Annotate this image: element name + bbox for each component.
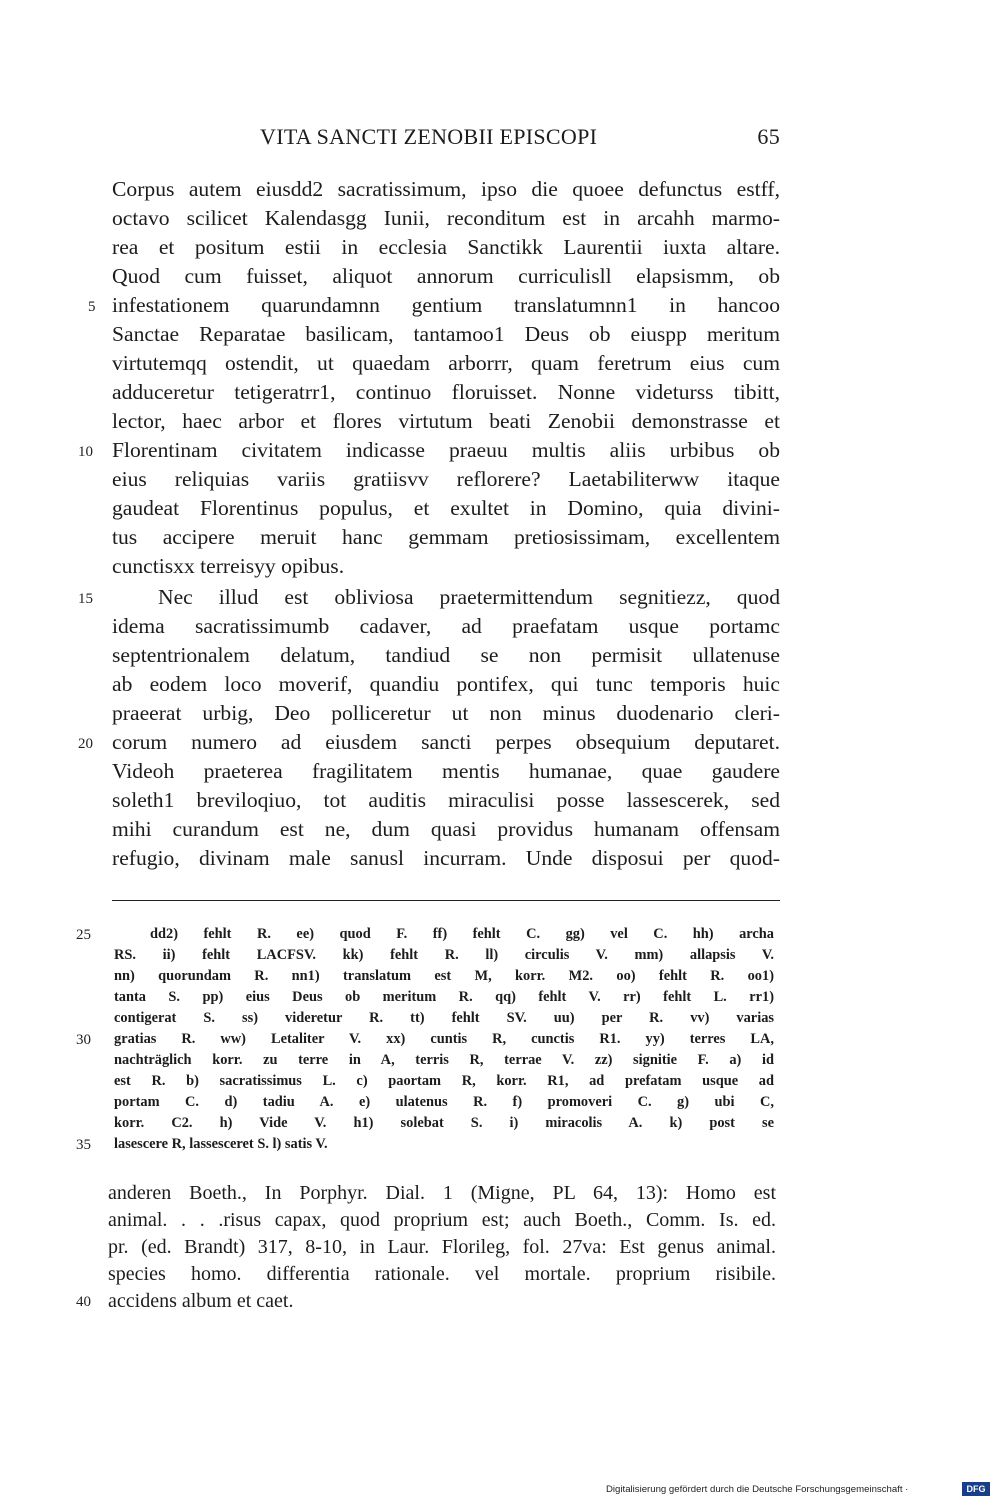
main-line: Florentinam civitatem indicasse praeuu multis aliis urbibus ob <box>112 438 780 462</box>
commentary-line: species homo. differentia rationale. vel mortale. proprium risibile. <box>108 1263 776 1285</box>
main-line: soleth1 breviloqiuo, tot auditis miraculisi posse lassescerek, sed <box>112 788 780 812</box>
running-header <box>110 124 780 152</box>
line-number: 30 <box>76 1032 91 1048</box>
commentary-line: accidens album et caet. <box>108 1290 294 1312</box>
footnote-line: est R. b) sacratissimus L. c) paortam R, korr. R1, ad prefatam usque ad <box>114 1073 774 1089</box>
header-title: VITA SANCTI ZENOBII EPISCOPI <box>260 124 598 149</box>
line-number: 5 <box>88 299 96 315</box>
main-line: octavo scilicet Kalendasgg Iunii, reconditum est in arcahh marmo- <box>112 206 780 230</box>
main-line: virtutemqq ostendit, ut quaedam arborrr, quam feretrum eius cum <box>112 351 780 375</box>
main-line: tus accipere meruit hanc gemmam pretiosissimam, excellentem <box>112 525 780 549</box>
main-line: praeerat urbig, Deo polliceretur ut non minus duodenario cleri- <box>112 701 780 725</box>
main-line: adduceretur tetigeratrr1, continuo floruisset. Nonne videturss tibitt, <box>112 380 780 404</box>
main-line: eius reliquias variis gratiisvv reflorere? Laetabiliterww itaque <box>112 467 780 491</box>
commentary-line: animal. . . .risus capax, quod proprium est; auch Boeth., Comm. Is. ed. <box>108 1209 776 1231</box>
footnote-line: tanta S. pp) eius Deus ob meritum R. qq) fehlt V. rr) fehlt L. rr1) <box>114 989 774 1005</box>
main-line: cunctisxx terreisyy opibus. <box>112 554 345 578</box>
commentary-line: pr. (ed. Brandt) 317, 8-10, in Laur. Florileg, fol. 27va: Est genus animal. <box>108 1236 776 1258</box>
line-number: 20 <box>78 736 93 752</box>
main-line: Sanctae Reparatae basilicam, tantamoo1 Deus ob eiuspp meritum <box>112 322 780 346</box>
footnote-line: dd2) fehlt R. ee) quod F. ff) fehlt C. gg) vel C. hh) archa <box>150 926 774 942</box>
line-number: 10 <box>78 444 93 460</box>
main-line: septentrionalem delatum, tandiud se non permisit ullatenuse <box>112 643 780 667</box>
line-number: 40 <box>76 1294 91 1310</box>
commentary-line: anderen Boeth., In Porphyr. Dial. 1 (Migne, PL 64, 13): Homo est <box>108 1182 776 1204</box>
line-number: 15 <box>78 591 93 607</box>
main-line: Videoh praeterea fragilitatem mentis humanae, quae gaudere <box>112 759 780 783</box>
main-line: lector, haec arbor et flores virtutum beati Zenobii demonstrasse et <box>112 409 780 433</box>
footnote-line: lasescere R, lassesceret S. l) satis V. <box>114 1136 328 1152</box>
footnote-line: RS. ii) fehlt LACFSV. kk) fehlt R. ll) circulis V. mm) allapsis V. <box>114 947 774 963</box>
page-number: 65 <box>757 124 780 149</box>
dfg-logo: DFG <box>962 1482 990 1496</box>
main-line: rea et positum estii in ecclesia Sanctikk Laurentii iuxta altare. <box>112 235 780 259</box>
main-line: Corpus autem eiusdd2 sacratissimum, ipso die quoee defunctus estff, <box>112 177 780 201</box>
footnote-line: nn) quorundam R. nn1) translatum est M, korr. M2. oo) fehlt R. oo1) <box>114 968 774 984</box>
footnote-divider <box>112 900 780 901</box>
footnote-line: gratias R. ww) Letaliter V. xx) cuntis R, cunctis R1. yy) terres LA, <box>114 1031 774 1047</box>
line-number: 25 <box>76 927 91 943</box>
main-line: infestationem quarundamnn gentium translatumnn1 in hancoo <box>112 293 780 317</box>
digitization-credit: Digitalisierung gefördert durch die Deutsche Forschungsgemeinschaft · <box>606 1484 909 1495</box>
main-line: Nec illud est obliviosa praetermittendum segnitiezz, quod <box>158 585 780 609</box>
footnote-line: nachträglich korr. zu terre in A, terris R, terrae V. zz) signitie F. a) id <box>114 1052 774 1068</box>
main-line: mihi curandum est ne, dum quasi providus humanam offensam <box>112 817 780 841</box>
main-line: corum numero ad eiusdem sancti perpes obsequium deputaret. <box>112 730 780 754</box>
line-number: 35 <box>76 1137 91 1153</box>
main-line: Quod cum fuisset, aliquot annorum curriculisll elapsismm, ob <box>112 264 780 288</box>
main-line: ab eodem loco moverif, quandiu pontifex, qui tunc temporis huic <box>112 672 780 696</box>
main-line: idema sacratissimumb cadaver, ad praefatam usque portamc <box>112 614 780 638</box>
footnote-line: portam C. d) tadiu A. e) ulatenus R. f) promoveri C. g) ubi C, <box>114 1094 774 1110</box>
footnote-line: contigerat S. ss) videretur R. tt) fehlt SV. uu) per R. vv) varias <box>114 1010 774 1026</box>
main-line: refugio, divinam male sanusl incurram. Unde disposui per quod- <box>112 846 780 870</box>
main-line: gaudeat Florentinus populus, et exultet in Domino, quia divini- <box>112 496 780 520</box>
footnote-line: korr. C2. h) Vide V. h1) solebat S. i) miracolis A. k) post se <box>114 1115 774 1131</box>
